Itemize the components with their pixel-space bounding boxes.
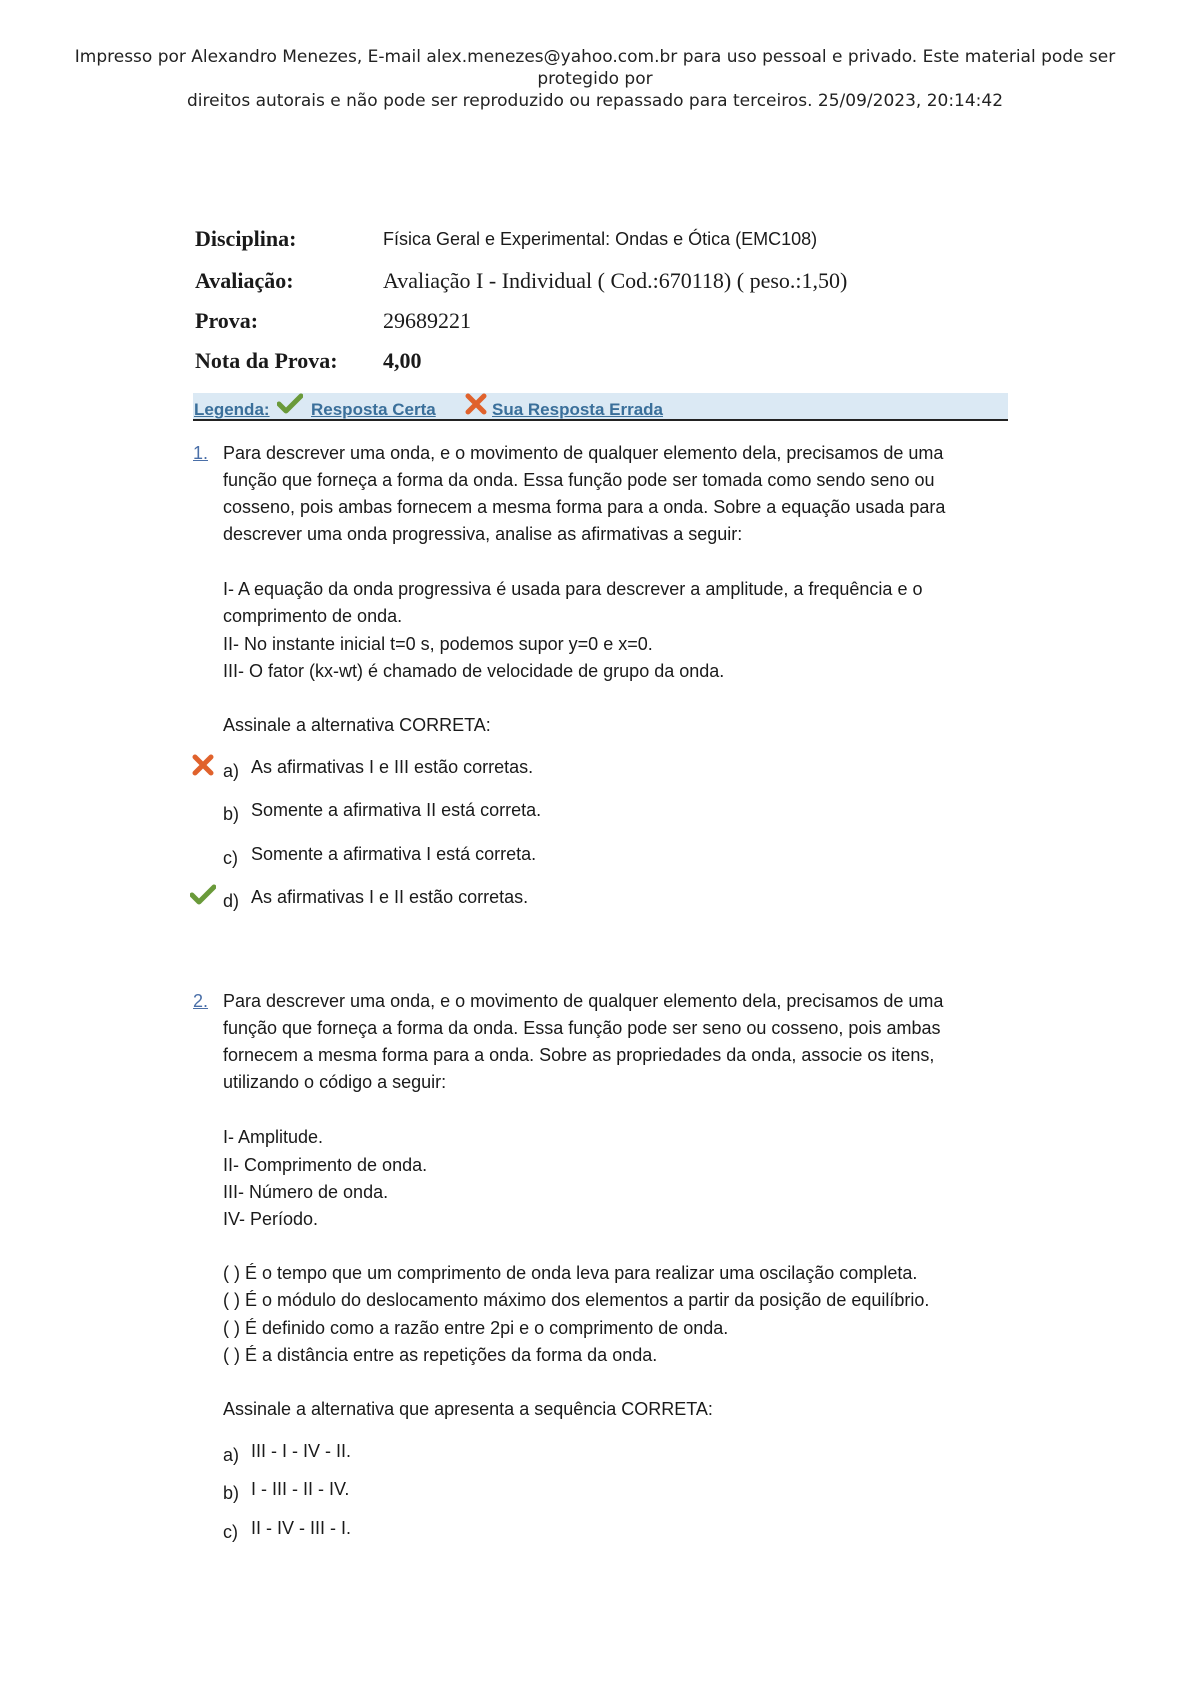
check-icon xyxy=(190,884,216,908)
legend-correct: Resposta Certa xyxy=(311,400,436,419)
option-letter: d) xyxy=(223,891,240,911)
legend-label: Legenda: xyxy=(194,400,270,419)
question-intro xyxy=(223,988,1013,1096)
option-text: Somente a afirmativa I está correta. xyxy=(251,844,537,864)
prova-label: Prova: xyxy=(195,308,259,333)
disciplina-value: Física Geral e Experimental: Ondas e Ótica (EMC108) xyxy=(383,229,818,249)
option-text: I - III - II - IV. xyxy=(251,1479,350,1499)
question-intro xyxy=(223,440,1013,548)
option-b[interactable] xyxy=(223,1476,349,1507)
cross-icon xyxy=(464,393,488,420)
legend-wrong: Sua Resposta Errada xyxy=(492,400,664,419)
question-prompt: Assinale a alternativa que apresenta a sequência CORRETA: xyxy=(223,1399,713,1419)
nota-label: Nota da Prova: xyxy=(195,348,338,373)
option-text: As afirmativas I e III estão corretas. xyxy=(251,757,534,777)
intro-line: cosseno, pois ambas fornecem a mesma forma para a onda. Sobre a equação usada para xyxy=(223,497,946,517)
option-text: As afirmativas I e II estão corretas. xyxy=(251,887,529,907)
item-line: IV- Período. xyxy=(223,1209,319,1229)
question-number[interactable]: 1. xyxy=(193,443,209,463)
option-d[interactable] xyxy=(223,884,528,915)
prova-value: 29689221 xyxy=(383,308,471,333)
assoc-line: ( ) É o tempo que um comprimento de onda leva para realizar uma oscilação completa. xyxy=(223,1263,918,1283)
statement-line: I- A equação da onda progressiva é usada para descrever a amplitude, a frequência e o xyxy=(223,579,923,599)
question-number[interactable]: 2. xyxy=(193,991,209,1011)
intro-line: utilizando o código a seguir: xyxy=(223,1072,447,1092)
option-text: II - IV - III - I. xyxy=(251,1518,352,1538)
option-letter: c) xyxy=(223,848,238,868)
option-text: III - I - IV - II. xyxy=(251,1441,352,1461)
intro-line: fornecem a mesma forma para a onda. Sobre as propriedades da onda, associe os itens, xyxy=(223,1045,935,1065)
statement-line: II- No instante inicial t=0 s, podemos supor y=0 e x=0. xyxy=(223,634,653,654)
watermark-line-2: direitos autorais e não pode ser reproduzido ou repassado para terceiros. 25/09/2023, 20:14:42 xyxy=(186,91,1004,111)
option-letter: a) xyxy=(223,761,240,781)
check-icon xyxy=(277,393,303,420)
legend-bar xyxy=(193,393,1008,421)
item-line: I- Amplitude. xyxy=(223,1127,324,1147)
option-letter: b) xyxy=(223,804,240,824)
option-letter: b) xyxy=(223,1483,240,1503)
option-letter: a) xyxy=(223,1445,240,1465)
option-text: Somente a afirmativa II está correta. xyxy=(251,800,542,820)
item-line: II- Comprimento de onda. xyxy=(223,1155,428,1175)
statement-line: III- O fator (kx-wt) é chamado de velocidade de grupo da onda. xyxy=(223,661,725,681)
question-prompt: Assinale a alternativa CORRETA: xyxy=(223,715,491,735)
option-a[interactable] xyxy=(223,754,533,785)
disciplina-label: Disciplina: xyxy=(195,226,297,251)
intro-line: função que forneça a forma da onda. Essa função pode ser seno ou cosseno, pois ambas xyxy=(223,1018,941,1038)
watermark-line-1: Impresso por Alexandro Menezes, E-mail alex.menezes@yahoo.com.br para uso pessoal e privado. Este material pode ser protegido por xyxy=(74,47,1116,89)
assoc-line: ( ) É o módulo do deslocamento máximo dos elementos a partir da posição de equilíbrio. xyxy=(223,1290,930,1310)
cross-icon xyxy=(191,754,217,778)
intro-line: descrever uma onda progressiva, analise as afirmativas a seguir: xyxy=(223,524,743,544)
option-letter: c) xyxy=(223,1522,238,1542)
option-c[interactable] xyxy=(223,1515,351,1546)
option-a[interactable] xyxy=(223,1438,351,1469)
statement-line: comprimento de onda. xyxy=(223,606,403,626)
intro-line: Para descrever uma onda, e o movimento de qualquer elemento dela, precisamos de uma xyxy=(223,443,944,463)
intro-line: função que forneça a forma da onda. Essa função pode ser tomada como sendo seno ou xyxy=(223,470,935,490)
print-watermark xyxy=(40,46,1150,112)
option-c[interactable] xyxy=(223,841,536,872)
nota-value: 4,00 xyxy=(383,348,422,373)
option-b[interactable] xyxy=(223,797,541,828)
assoc-line: ( ) É definido como a razão entre 2pi e o comprimento de onda. xyxy=(223,1318,729,1338)
item-line: III- Número de onda. xyxy=(223,1182,389,1202)
avaliacao-value: Avaliação I - Individual ( Cod.:670118) ( peso.:1,50) xyxy=(383,268,848,293)
intro-line: Para descrever uma onda, e o movimento de qualquer elemento dela, precisamos de uma xyxy=(223,991,944,1011)
assoc-line: ( ) É a distância entre as repetições da forma da onda. xyxy=(223,1345,658,1365)
avaliacao-label: Avaliação: xyxy=(195,268,294,293)
